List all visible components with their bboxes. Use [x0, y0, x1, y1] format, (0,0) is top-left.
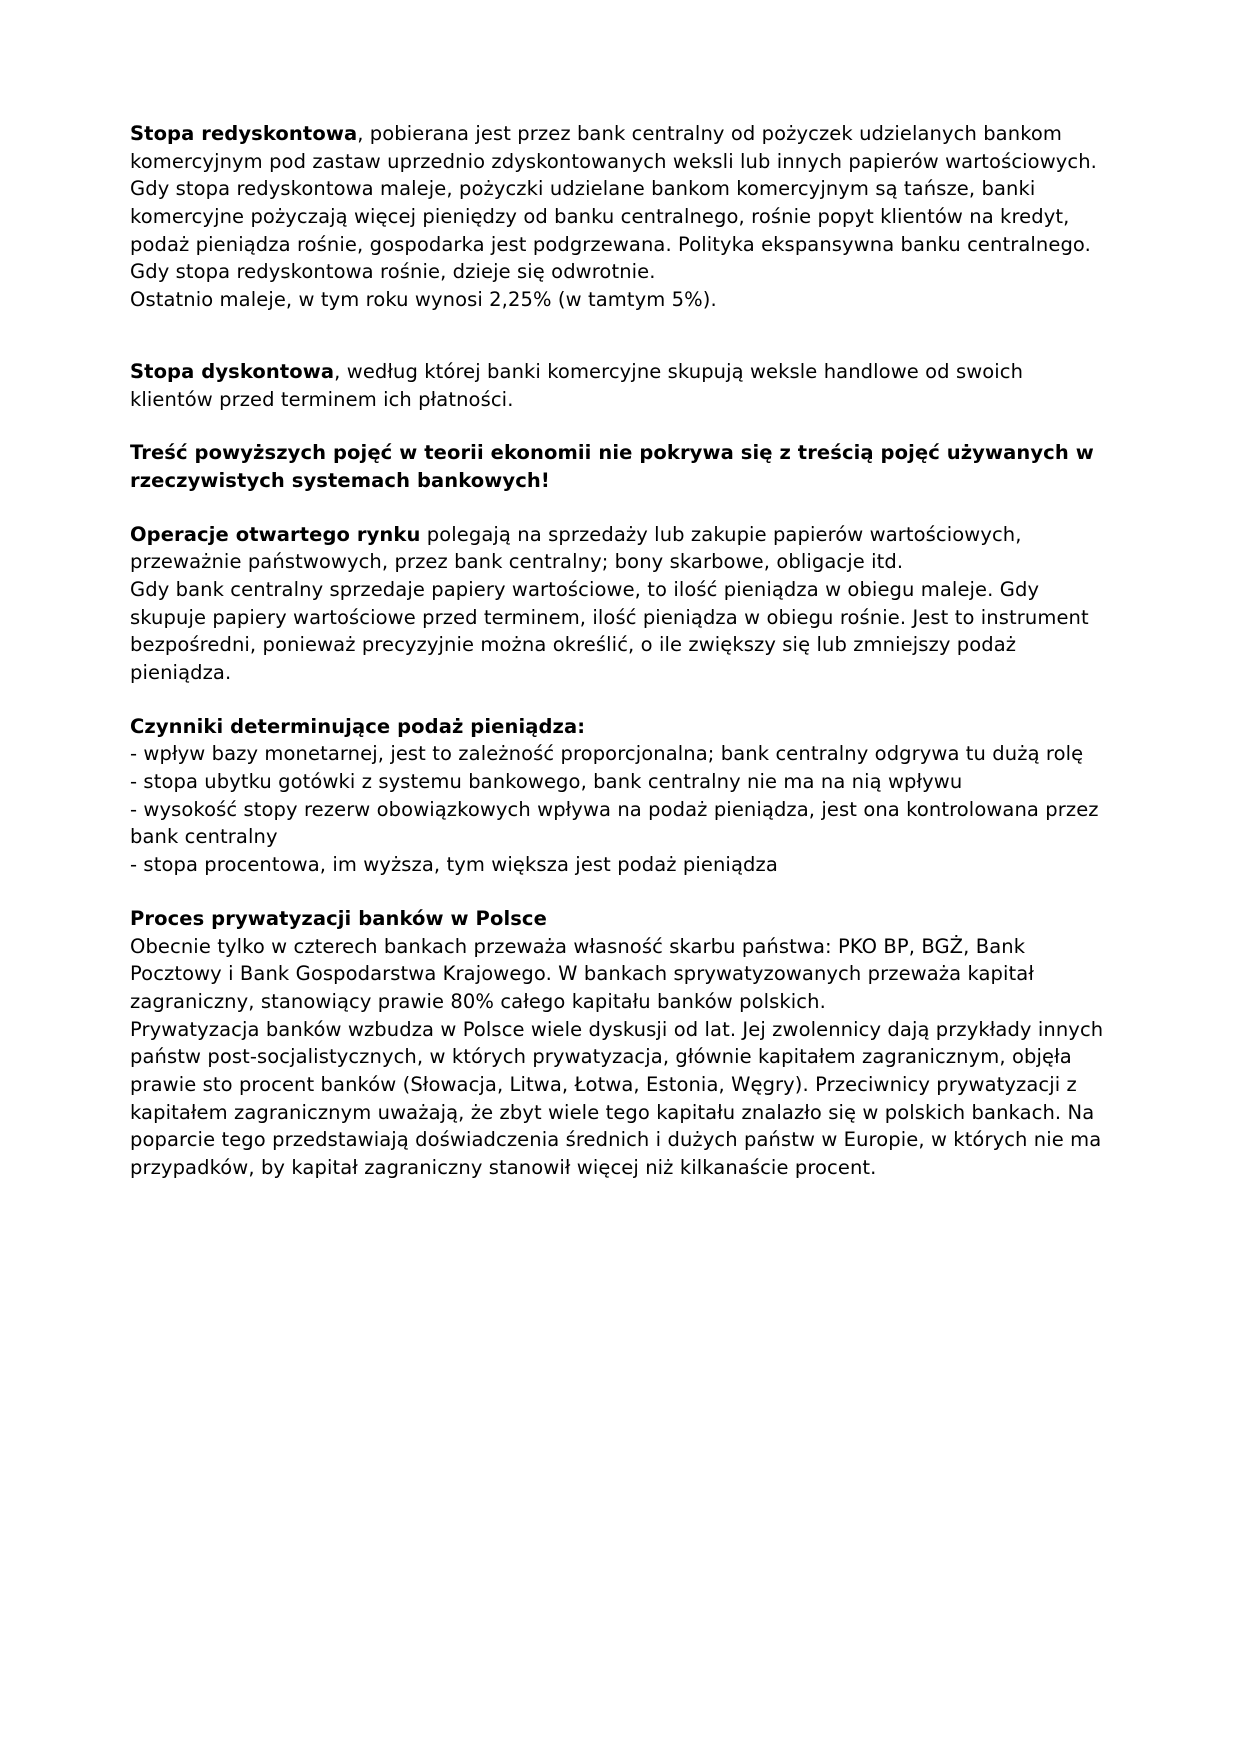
spacer — [130, 879, 1110, 905]
term-stopa-dyskontowa: Stopa dyskontowa — [130, 359, 335, 383]
paragraph-stopa-redyskontowa — [130, 120, 1110, 258]
paragraph-prywatyzacja-1: Obecnie tylko w czterech bankach przeważa własność skarbu państwa: PKO BP, BGŻ, Bank Pocztowy i Bank Gospodarstwa Krajowego. W bankach sprywatyzowanych przeważa kapitał zagraniczny, stanowiący prawie 80% całego kapitału banków polskich. — [130, 934, 1034, 1013]
term-operacje-otwartego-rynku: Operacje otwartego rynku — [130, 522, 421, 546]
spacer — [130, 314, 1110, 358]
paragraph-stopa-redyskontowa-wartosc: Ostatnio maleje, w tym roku wynosi 2,25% (w tamtym 5%). — [130, 288, 717, 312]
paragraph-operacje-otwartego-rynku-opis: Gdy bank centralny sprzedaje papiery wartościowe, to ilość pieniądza w obiegu maleje. Gdy skupuje papiery wartościowe przed terminem, ilość pieniądza w obiegu rośnie. Jest to instrument bezpośredni, ponieważ precyzyjnie można określić, o ile zwiększy się lub zmniejszy podaż pieniądza. — [130, 577, 1089, 684]
document-body — [130, 120, 1110, 1182]
paragraph-tresc-pojec: Treść powyższych pojęć w teorii ekonomii nie pokrywa się z treścią pojęć używanych w rzeczywistych systemach bankowych! — [130, 441, 1094, 492]
spacer — [130, 413, 1110, 439]
list-item-czynnik-1: - wpływ bazy monetarnej, jest to zależność proporcjonalna; bank centralny odgrywa tu dużą rolę — [130, 742, 1084, 766]
list-item-czynnik-4: - stopa procentowa, im wyższa, tym większa jest podaż pieniądza — [130, 853, 778, 877]
spacer — [130, 687, 1110, 713]
heading-czynniki: Czynniki determinujące podaż pieniądza: — [130, 714, 586, 738]
paragraph-prywatyzacja-2: Prywatyzacja banków wzbudza w Polsce wiele dyskusji od lat. Jej zwolennicy dają przykłady innych państw post-socjalistycznych, w których prywatyzacja, głównie kapitałem zagranicznym, objęła prawie sto procent banków (Słowacja, Litwa, Łotwa, Estonia, Węgry). Przeciwnicy prywatyzacji z kapitałem zagranicznym uważają, że zbyt wiele tego kapitału znalazło się w polskich bankach. Na poparcie tego przedstawiają doświadczenia średnich i dużych państw w Europie, w których nie ma przypadków, by kapitał zagraniczny stanowił więcej niż kilkanaście procent. — [130, 1017, 1104, 1179]
spacer — [130, 495, 1110, 521]
paragraph-stopa-dyskontowa-text: , według której banki komercyjne skupują weksle handlowe od swoich klientów przed terminem ich płatności. — [130, 359, 1030, 411]
paragraph-stopa-redyskontowa-rosnie: Gdy stopa redyskontowa rośnie, dzieje się odwrotnie. — [130, 260, 656, 284]
paragraph-stopa-redyskontowa-text: , pobierana jest przez bank centralny od pożyczek udzielanych bankom komercyjnym pod zastaw uprzednio zdyskontowanych weksli lub innych papierów wartościowych. Gdy stopa redyskontowa maleje, pożyczki udzielane bankom komercyjnym są tańsze, banki komercyjne pożyczają więcej pieniędzy od banku centralnego, rośnie popyt klientów na kredyt, podaż pieniądza rośnie, gospodarka jest podgrzewana. Polityka ekspansywna banku centralnego. — [130, 122, 1104, 256]
term-stopa-redyskontowa: Stopa redyskontowa — [130, 122, 358, 145]
list-item-czynnik-3: - wysokość stopy rezerw obowiązkowych wpływa na podaż pieniądza, jest ona kontrolowana przez bank centralny — [130, 797, 1099, 849]
paragraph-operacje-otwartego-rynku — [130, 521, 1110, 576]
list-item-czynnik-2: - stopa ubytku gotówki z systemu bankowego, bank centralny nie ma na nią wpływu — [130, 770, 963, 794]
paragraph-stopa-dyskontowa — [130, 358, 1110, 413]
heading-proces-prywatyzacji: Proces prywatyzacji banków w Polsce — [130, 906, 547, 930]
paragraph-operacje-otwartego-rynku-text: polegają na sprzedaży lub zakupie papierów wartościowych, przeważnie państwowych, przez bank centralny; bony skarbowe, obligacje itd. — [130, 522, 1028, 574]
